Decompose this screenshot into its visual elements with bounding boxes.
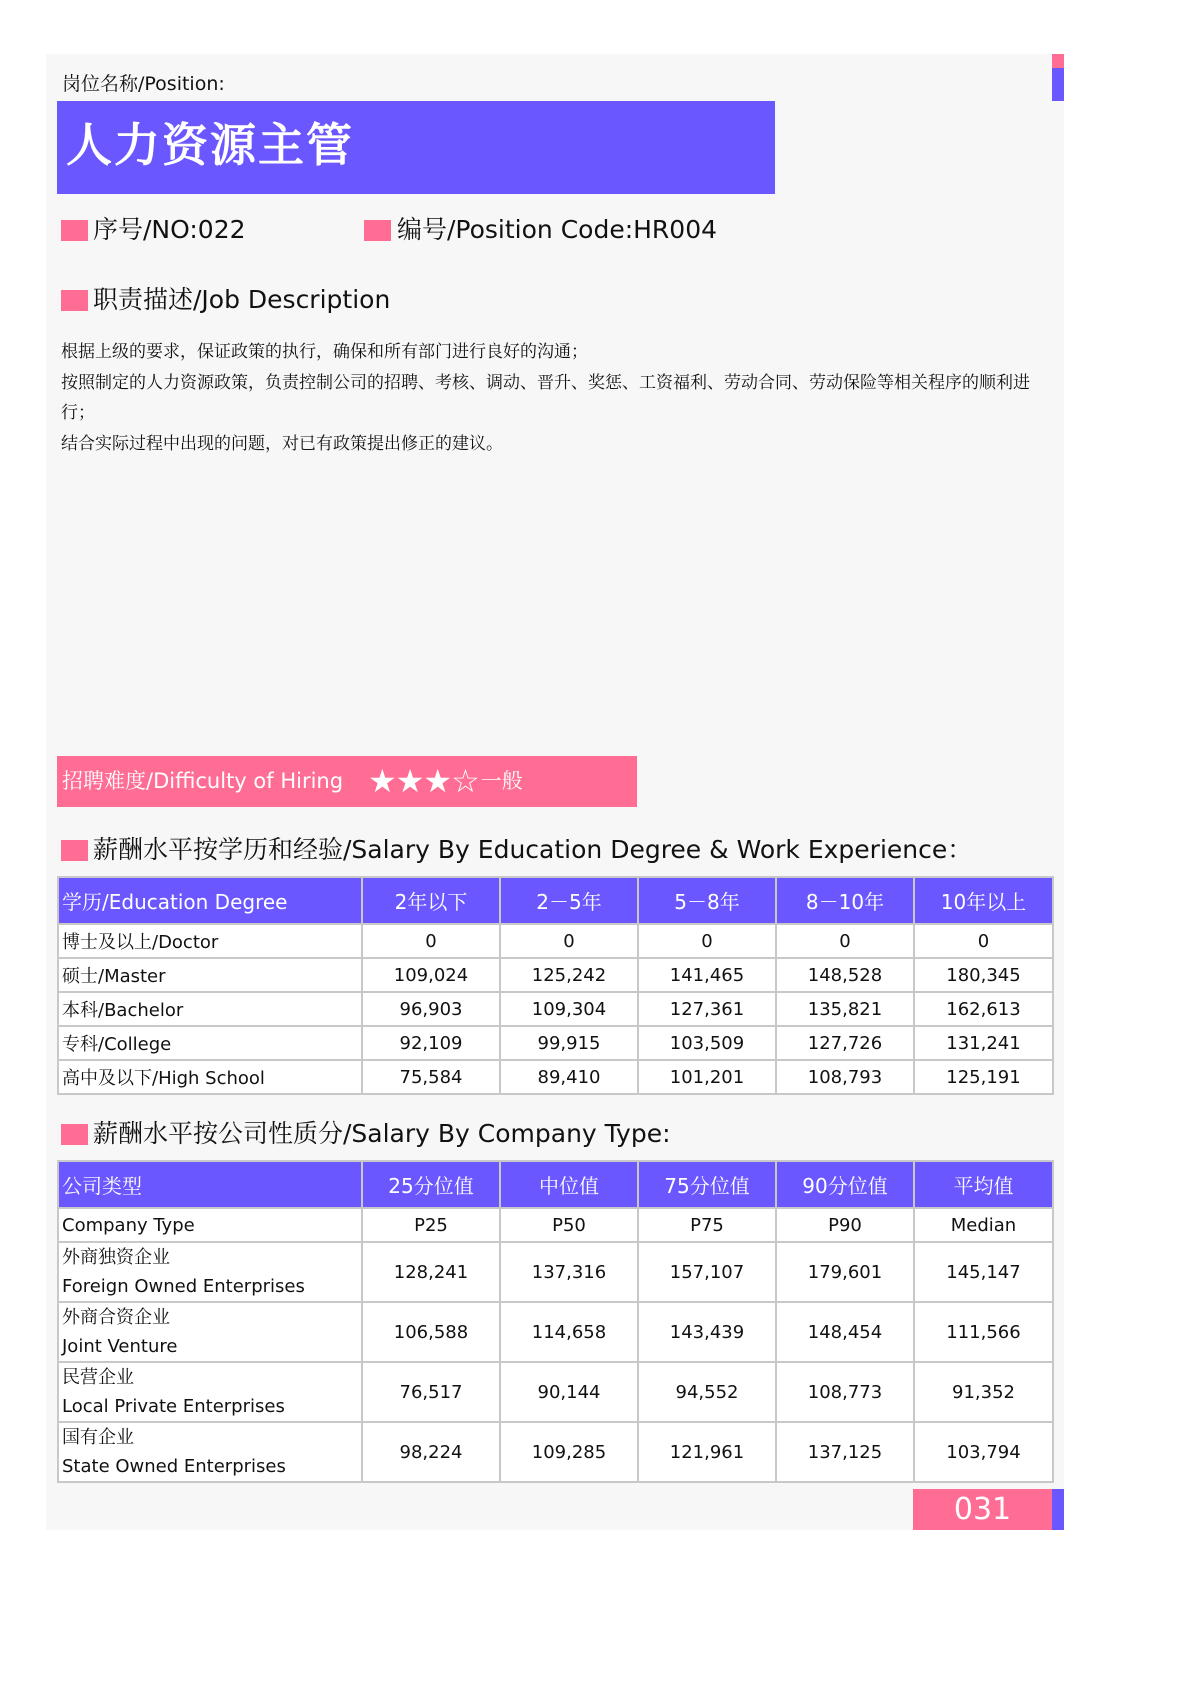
table-cell: 148,454 bbox=[776, 1302, 914, 1362]
company-type-cn: 外商合资企业 bbox=[62, 1307, 170, 1328]
table-header-row bbox=[58, 877, 1053, 924]
table-row bbox=[58, 1422, 1053, 1482]
table-cell: 125,191 bbox=[914, 1060, 1053, 1094]
table-cell: 76,517 bbox=[362, 1362, 500, 1422]
column-header: 8－10年 bbox=[776, 877, 914, 924]
table-cell: 109,285 bbox=[500, 1422, 638, 1482]
table-cell: Median bbox=[914, 1208, 1053, 1242]
serial-number: 序号/NO:022 bbox=[93, 215, 246, 244]
bullet-square-icon bbox=[61, 840, 88, 861]
difficulty-level: 一般 bbox=[480, 769, 523, 793]
corner-accent-purple bbox=[1052, 68, 1064, 101]
table-cell: P50 bbox=[500, 1208, 638, 1242]
position-label: 岗位名称/Position: bbox=[62, 73, 225, 95]
table-cell: 0 bbox=[776, 924, 914, 958]
table-cell: 131,241 bbox=[914, 1026, 1053, 1060]
column-header: 90分位值 bbox=[776, 1161, 914, 1208]
position-title: 人力资源主管 bbox=[66, 118, 354, 172]
table-row bbox=[58, 1302, 1053, 1362]
table-cell: 135,821 bbox=[776, 992, 914, 1026]
column-header: 2－5年 bbox=[500, 877, 638, 924]
row-label bbox=[58, 1242, 362, 1302]
column-header: 5－8年 bbox=[638, 877, 776, 924]
job-description-heading: 职责描述/Job Description bbox=[93, 285, 391, 314]
bullet-square-icon bbox=[61, 290, 88, 311]
table-cell: 145,147 bbox=[914, 1242, 1053, 1302]
row-label: 高中及以下/High School bbox=[58, 1060, 362, 1094]
table-cell: 0 bbox=[914, 924, 1053, 958]
table-cell: 114,658 bbox=[500, 1302, 638, 1362]
bullet-square-icon bbox=[61, 1124, 88, 1145]
column-header: 公司类型 bbox=[58, 1161, 362, 1208]
table-row bbox=[58, 1026, 1053, 1060]
column-header: 75分位值 bbox=[638, 1161, 776, 1208]
salary-education-table bbox=[57, 876, 1054, 1095]
star-rating-icon: ★★★☆ bbox=[368, 762, 479, 800]
table-cell: 137,316 bbox=[500, 1242, 638, 1302]
table-cell: 179,601 bbox=[776, 1242, 914, 1302]
company-type-en: Foreign Owned Enterprises bbox=[62, 1276, 305, 1297]
table-cell: 109,024 bbox=[362, 958, 500, 992]
table-row bbox=[58, 992, 1053, 1026]
bullet-square-icon bbox=[61, 220, 88, 241]
table-cell: 143,439 bbox=[638, 1302, 776, 1362]
table-cell: 75,584 bbox=[362, 1060, 500, 1094]
page-number: 031 bbox=[953, 1492, 1012, 1527]
company-type-cn: 国有企业 bbox=[62, 1427, 134, 1448]
page-number-accent bbox=[1052, 1489, 1064, 1530]
column-header: 2年以下 bbox=[362, 877, 500, 924]
table-cell: 128,241 bbox=[362, 1242, 500, 1302]
job-description-body bbox=[61, 337, 1056, 459]
table-row bbox=[58, 1362, 1053, 1422]
table-cell: 0 bbox=[362, 924, 500, 958]
table-cell: 111,566 bbox=[914, 1302, 1053, 1362]
table-cell: 92,109 bbox=[362, 1026, 500, 1060]
row-label: 专科/College bbox=[58, 1026, 362, 1060]
table-cell: 157,107 bbox=[638, 1242, 776, 1302]
table-cell: 162,613 bbox=[914, 992, 1053, 1026]
table-cell: 141,465 bbox=[638, 958, 776, 992]
column-header: 10年以上 bbox=[914, 877, 1053, 924]
company-type-cn: 外商独资企业 bbox=[62, 1247, 170, 1268]
table-cell: 108,793 bbox=[776, 1060, 914, 1094]
table-cell: P25 bbox=[362, 1208, 500, 1242]
difficulty-rating bbox=[368, 762, 523, 800]
row-label bbox=[58, 1422, 362, 1482]
salary-company-heading: 薪酬水平按公司性质分/Salary By Company Type: bbox=[93, 1119, 671, 1148]
table-cell: 91,352 bbox=[914, 1362, 1053, 1422]
row-label: 博士及以上/Doctor bbox=[58, 924, 362, 958]
salary-education-heading: 薪酬水平按学历和经验/Salary By Education Degree & Work Experience： bbox=[93, 835, 973, 864]
row-label: 硕士/Master bbox=[58, 958, 362, 992]
bullet-square-icon bbox=[364, 220, 391, 241]
table-cell: 99,915 bbox=[500, 1026, 638, 1060]
column-header: 学历/Education Degree bbox=[58, 877, 362, 924]
table-cell: 0 bbox=[638, 924, 776, 958]
table-cell: 125,242 bbox=[500, 958, 638, 992]
table-cell: 180,345 bbox=[914, 958, 1053, 992]
difficulty-label: 招聘难度/Difficulty of Hiring bbox=[62, 769, 344, 793]
table-cell: 98,224 bbox=[362, 1422, 500, 1482]
table-cell: 103,509 bbox=[638, 1026, 776, 1060]
salary-company-table bbox=[57, 1160, 1054, 1483]
table-row bbox=[58, 1242, 1053, 1302]
description-line: 按照制定的人力资源政策，负责控制公司的招聘、考核、调动、晋升、奖惩、工资福利、劳动合同、劳动保险等相关程序的顺利进行； bbox=[61, 372, 1030, 423]
table-cell: 106,588 bbox=[362, 1302, 500, 1362]
table-cell: 101,201 bbox=[638, 1060, 776, 1094]
column-header: 25分位值 bbox=[362, 1161, 500, 1208]
corner-accent-pink bbox=[1052, 54, 1064, 68]
table-cell: 89,410 bbox=[500, 1060, 638, 1094]
row-label bbox=[58, 1302, 362, 1362]
table-cell: 127,361 bbox=[638, 992, 776, 1026]
table-header-row bbox=[58, 1161, 1053, 1208]
column-header: 中位值 bbox=[500, 1161, 638, 1208]
row-label: Company Type bbox=[58, 1208, 362, 1242]
row-label bbox=[58, 1362, 362, 1422]
table-subheader-row bbox=[58, 1208, 1053, 1242]
table-cell: 121,961 bbox=[638, 1422, 776, 1482]
row-label: 本科/Bachelor bbox=[58, 992, 362, 1026]
position-code: 编号/Position Code:HR004 bbox=[397, 215, 718, 244]
table-row bbox=[58, 1060, 1053, 1094]
table-cell: 103,794 bbox=[914, 1422, 1053, 1482]
description-line: 结合实际过程中出现的问题，对已有政策提出修正的建议。 bbox=[61, 433, 503, 454]
table-cell: 108,773 bbox=[776, 1362, 914, 1422]
table-row bbox=[58, 958, 1053, 992]
table-cell: 0 bbox=[500, 924, 638, 958]
table-cell: 137,125 bbox=[776, 1422, 914, 1482]
company-type-cn: 民营企业 bbox=[62, 1367, 134, 1388]
table-cell: 90,144 bbox=[500, 1362, 638, 1422]
table-row bbox=[58, 924, 1053, 958]
table-cell: 109,304 bbox=[500, 992, 638, 1026]
table-cell: P90 bbox=[776, 1208, 914, 1242]
column-header: 平均值 bbox=[914, 1161, 1053, 1208]
company-type-en: State Owned Enterprises bbox=[62, 1456, 286, 1477]
company-type-en: Joint Venture bbox=[62, 1336, 178, 1357]
table-cell: P75 bbox=[638, 1208, 776, 1242]
table-cell: 96,903 bbox=[362, 992, 500, 1026]
table-cell: 94,552 bbox=[638, 1362, 776, 1422]
table-cell: 127,726 bbox=[776, 1026, 914, 1060]
table-cell: 148,528 bbox=[776, 958, 914, 992]
company-type-en: Local Private Enterprises bbox=[62, 1396, 285, 1417]
description-line: 根据上级的要求，保证政策的执行，确保和所有部门进行良好的沟通； bbox=[61, 342, 588, 362]
